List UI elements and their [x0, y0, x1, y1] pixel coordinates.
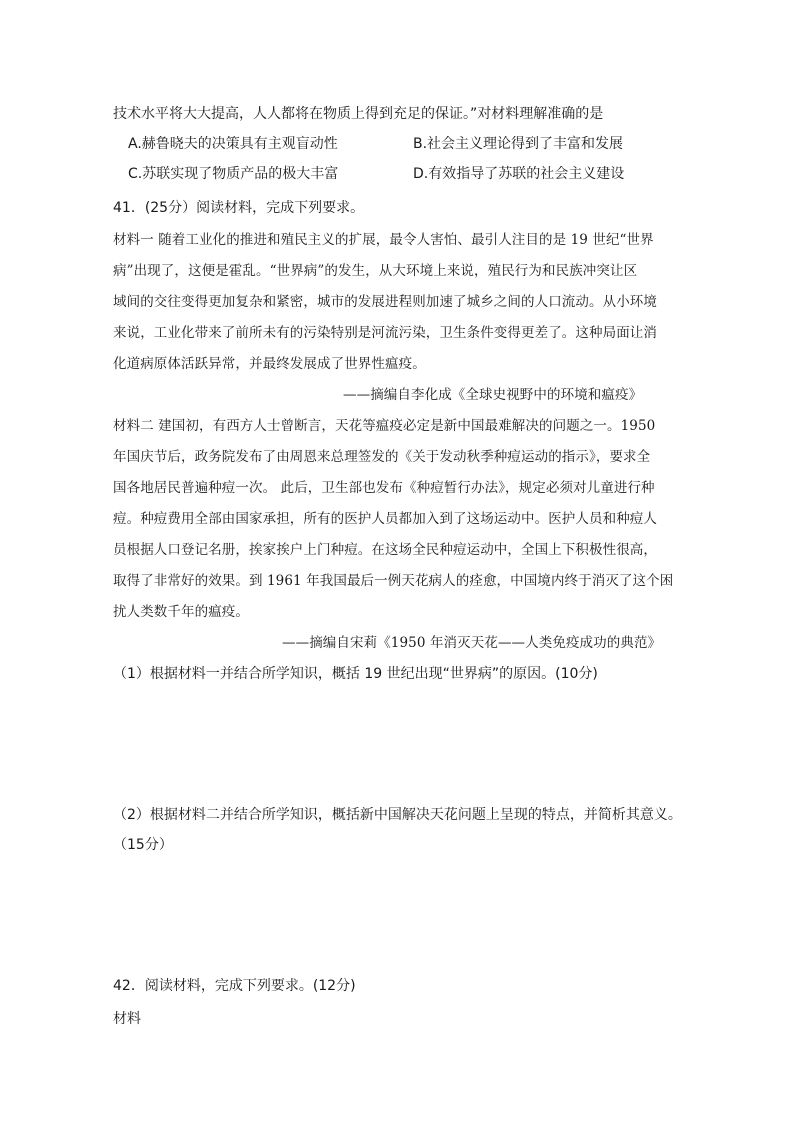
- question-42-header: 42．阅读材料，完成下列要求。(12分): [113, 978, 356, 994]
- prev-question-stem-tail: 技术水平将大大提高，人人都将在物质上得到充足的保证。”对材料理解准确的是: [113, 106, 604, 122]
- question-41-header: 41．(25分）阅读材料，完成下列要求。: [113, 200, 365, 216]
- material-2-line: 取得了非常好的效果。到 1961 年我国最后一例天花病人的痊愈，中国境内终于消灭了这个困: [113, 573, 674, 589]
- material-2-source: ——摘编自宋莉《1950 年消灭天花——人类免疫成功的典范》: [282, 635, 662, 651]
- material-1-line: 域间的交往变得更加复杂和紧密，城市的发展进程则加速了城乡之间的人口流动。从小环境: [113, 294, 657, 310]
- material-2-line: 员根据人口登记名册，挨家挨户上门种痘。在这场全民种痘运动中，全国上下积极性很高，: [113, 542, 657, 558]
- question-41-sub-2: （2）根据材料二并结合所学知识，概括新中国解决天花问题上呈现的特点，并简析其意义。: [113, 807, 682, 823]
- option-c: C.苏联实现了物质产品的极大丰富: [128, 166, 339, 182]
- material-1-line: 病”出现了，这便是霍乱。“世界病”的发生，从大环境上来说，殖民行为和民族冲突让区: [113, 263, 638, 279]
- question-42-material-label: 材料: [113, 1011, 141, 1027]
- question-41-sub-2-score: （15分）: [113, 837, 173, 853]
- material-2-line: 国各地居民普遍种痘一次。 此后，卫生部也发布《种痘暂行办法》，规定必须对儿童进行种: [113, 480, 655, 496]
- material-2-line: 痘。种痘费用全部由国家承担，所有的医护人员都加入到了这场运动中。医护人员和种痘人: [113, 511, 657, 527]
- material-1-source: ——摘编自李化成《全球史视野中的环境和瘟疫》: [343, 387, 643, 403]
- option-b: B.社会主义理论得到了丰富和发展: [413, 136, 624, 152]
- material-2-line: 扰人类数千年的瘟疫。: [113, 604, 249, 620]
- material-1-line: 化道病原体活跃异常，并最终发展成了世界性瘟疫。: [113, 356, 426, 372]
- material-2-line: 年国庆节后，政务院发布了由周恩来总理签发的《关于发动秋季种痘运动的指示》，要求全: [113, 449, 651, 465]
- question-41-sub-1: （1）根据材料一并结合所学知识，概括 19 世纪出现“世界病”的原因。(10分): [113, 666, 598, 682]
- option-d: D.有效指导了苏联的社会主义建设: [413, 166, 625, 182]
- option-a: A.赫鲁晓夫的决策具有主观盲动性: [128, 136, 338, 152]
- material-1-line: 材料一 随着工业化的推进和殖民主义的扩展，最令人害怕、最引人注目的是 19 世纪“世界: [113, 232, 654, 248]
- material-2-line: 材料二 建国初，有西方人士曾断言，天花等瘟疫必定是新中国最难解决的问题之一。1950: [113, 418, 656, 434]
- material-1-line: 来说，工业化带来了前所未有的污染特别是河流污染，卫生条件变得更差了。这种局面让消: [113, 325, 657, 341]
